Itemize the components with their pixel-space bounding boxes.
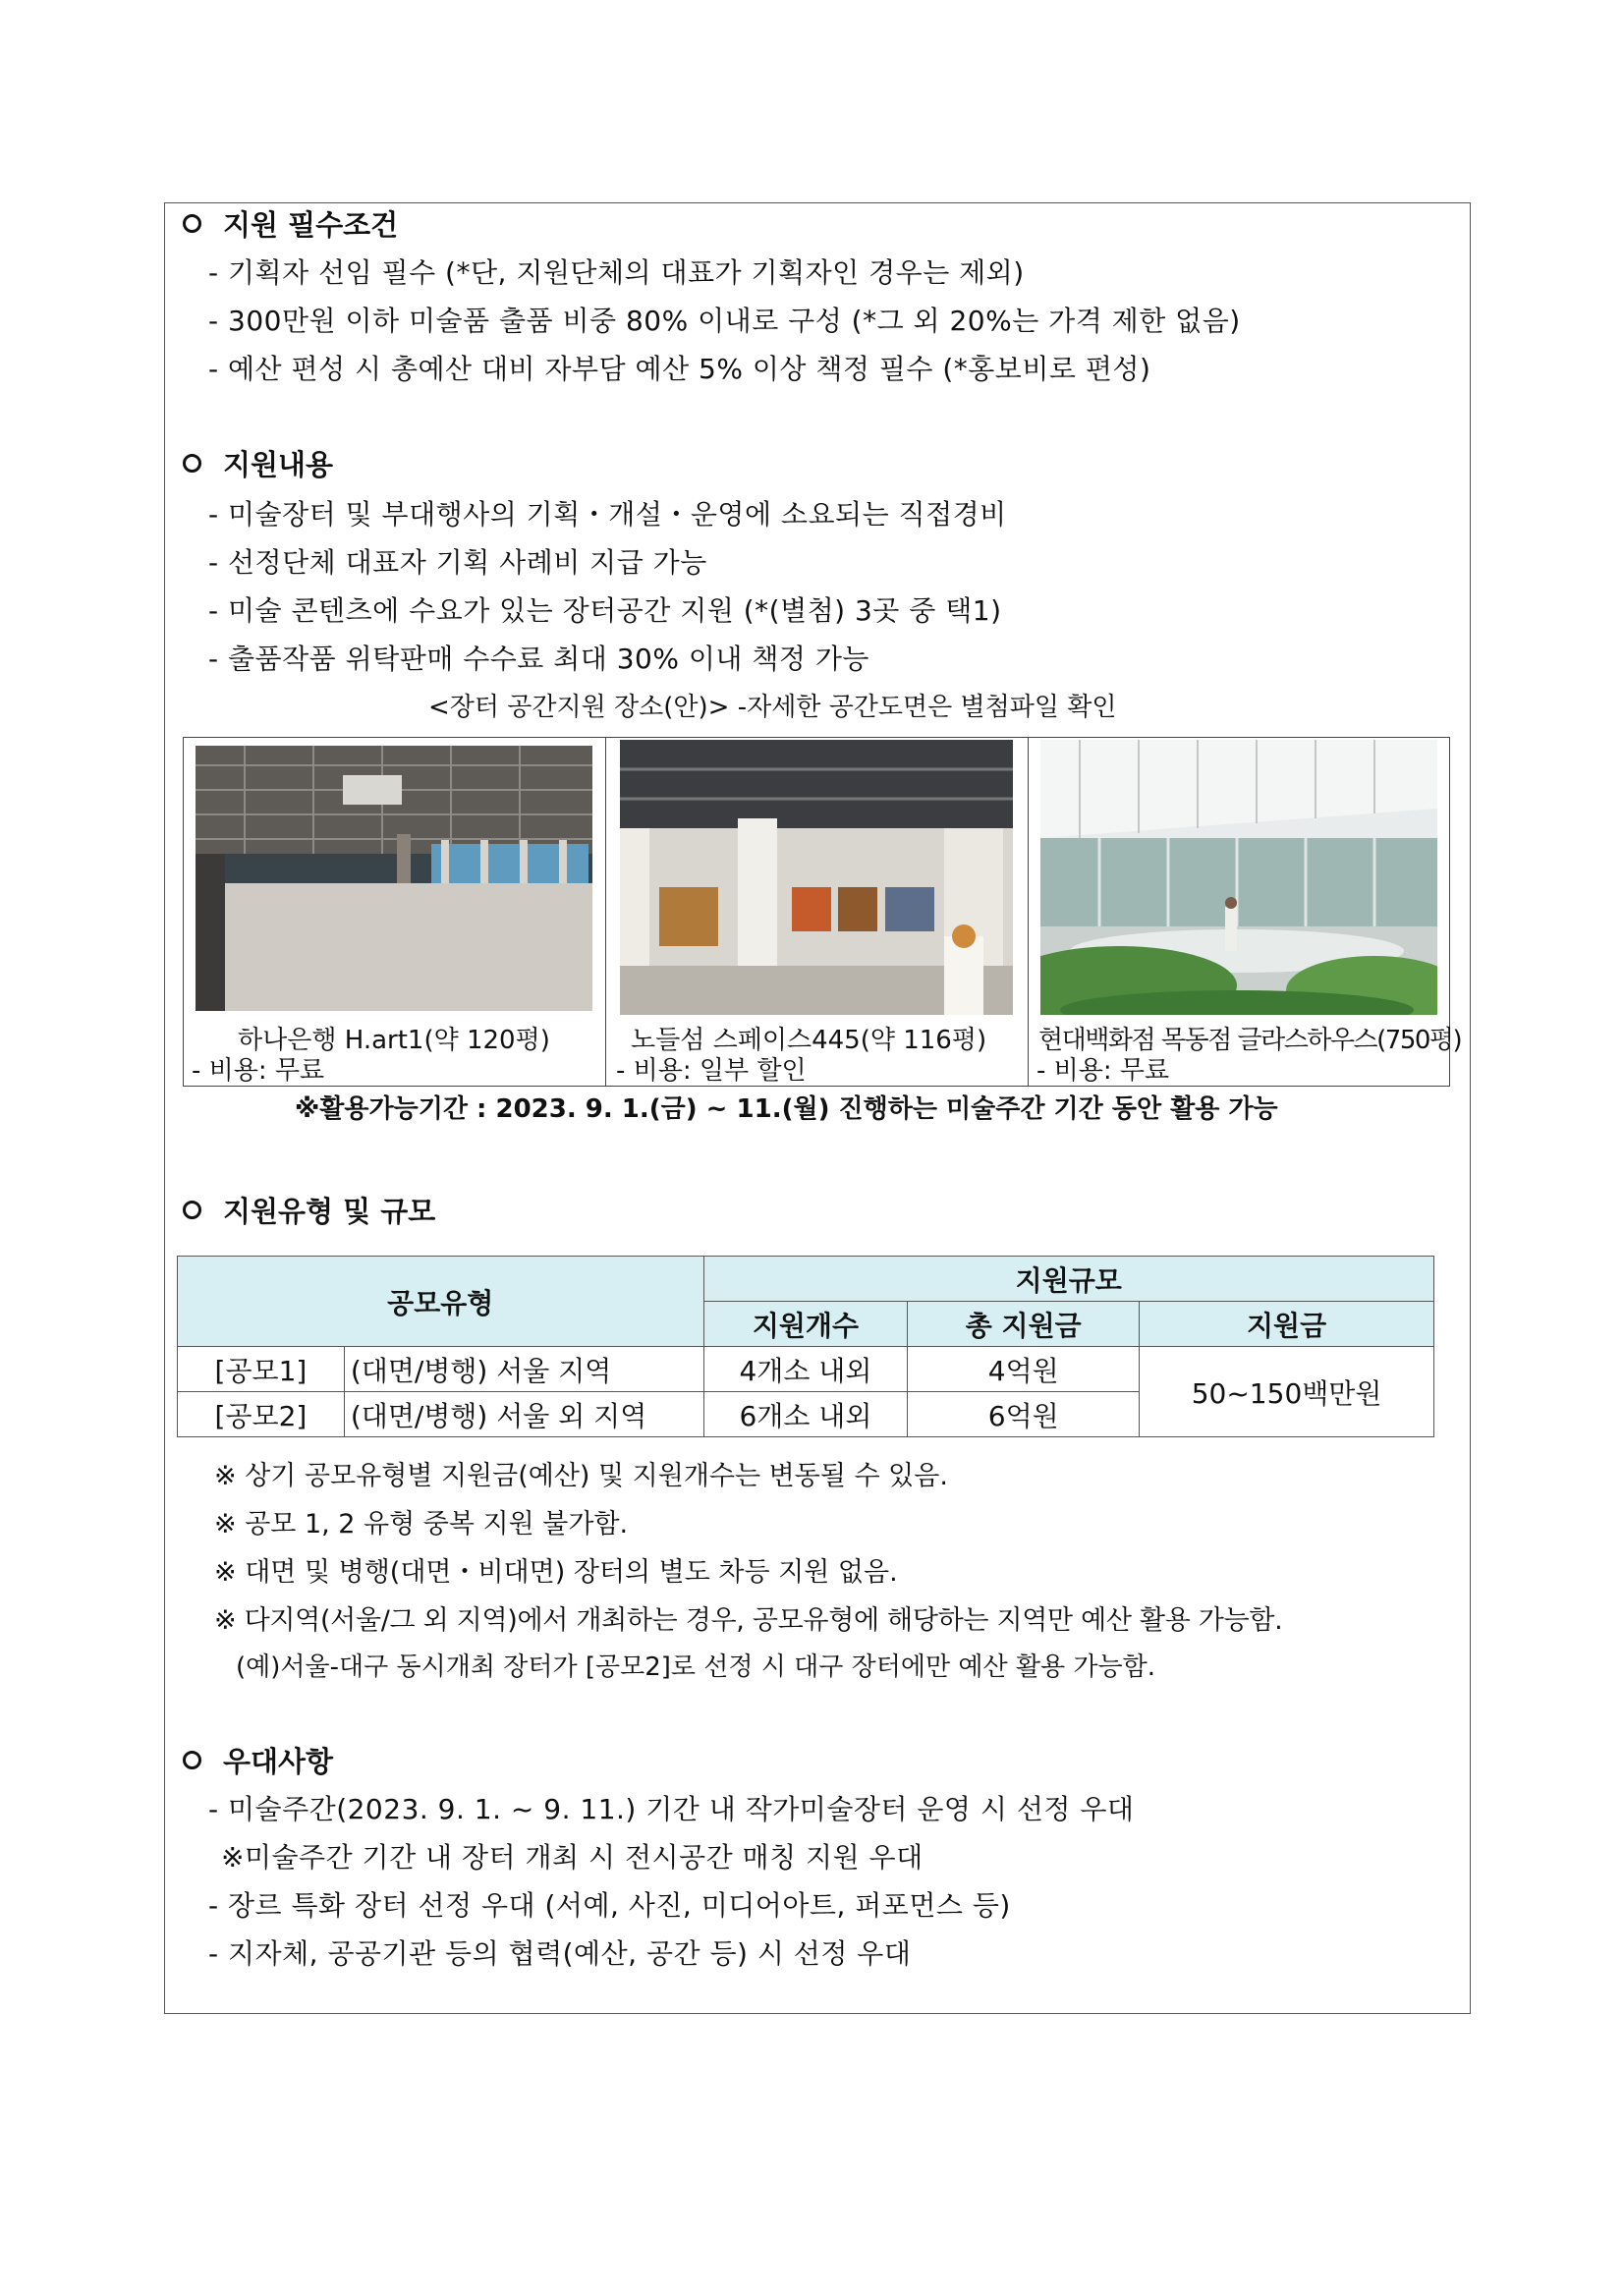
row-total: 4억원 bbox=[908, 1347, 1140, 1392]
row-code: [공모2] bbox=[178, 1392, 345, 1437]
content-item: - 미술 콘텐츠에 수요가 있는 장터공간 지원 (*(별첨) 3곳 중 택1) bbox=[208, 594, 1002, 627]
section-heading-requirements bbox=[183, 202, 398, 244]
section-title: 우대사항 bbox=[223, 1744, 334, 1778]
circle-bullet-icon bbox=[183, 214, 201, 233]
period-note: ※활용가능기간 : 2023. 9. 1.(금) ~ 11.(월) 진행하는 미술주간 기간 동안 활용 가능 bbox=[295, 1094, 1278, 1124]
section-heading-types bbox=[183, 1189, 435, 1230]
type-note: ※ 다지역(서울/그 외 지역)에서 개최하는 경우, 공모유형에 해당하는 지역만 예산 활용 가능함. bbox=[214, 1605, 1283, 1636]
support-type-table bbox=[177, 1256, 1434, 1437]
venue-caption: <장터 공간지원 장소(안)> -자세한 공간도면은 별첨파일 확인 bbox=[428, 693, 1117, 722]
requirement-item: - 예산 편성 시 총예산 대비 자부담 예산 5% 이상 책정 필수 (*홍보비로 편성) bbox=[208, 353, 1151, 385]
row-count: 6개소 내외 bbox=[703, 1392, 908, 1437]
row-count: 4개소 내외 bbox=[703, 1347, 908, 1392]
type-example: (예)서울-대구 동시개최 장터가 [공모2]로 선정 시 대구 장터에만 예산 활용 가능함. bbox=[236, 1652, 1156, 1682]
content-item: - 출품작품 위탁판매 수수료 최대 30% 이내 책정 가능 bbox=[208, 643, 869, 675]
section-heading-content bbox=[183, 442, 333, 483]
content-item: - 미술장터 및 부대행사의 기획・개설・운영에 소요되는 직접경비 bbox=[208, 498, 1007, 531]
venue-cost: - 비용: 무료 bbox=[192, 1056, 325, 1086]
venue-photo-nodeul bbox=[620, 740, 1013, 1015]
preference-item: - 장르 특화 장터 선정 우대 (서예, 사진, 미디어아트, 퍼포먼스 등) bbox=[208, 1889, 1011, 1922]
preference-item: ※미술주간 기간 내 장터 개최 시 전시공간 매칭 지원 우대 bbox=[221, 1841, 924, 1874]
row-total: 6억원 bbox=[908, 1392, 1140, 1437]
content-item: - 선정단체 대표자 기획 사례비 지급 가능 bbox=[208, 546, 707, 579]
header-type: 공모유형 bbox=[178, 1257, 704, 1347]
venue-cell bbox=[184, 738, 606, 1086]
circle-bullet-icon bbox=[183, 1751, 201, 1769]
circle-bullet-icon bbox=[183, 1201, 201, 1219]
preference-item: - 지자체, 공공기관 등의 협력(예산, 공간 등) 시 선정 우대 bbox=[208, 1937, 912, 1970]
circle-bullet-icon bbox=[183, 454, 201, 473]
row-desc: (대면/병행) 서울 지역 bbox=[344, 1347, 703, 1392]
header-amount: 지원금 bbox=[1140, 1302, 1434, 1347]
header-scale: 지원규모 bbox=[703, 1257, 1433, 1302]
row-code: [공모1] bbox=[178, 1347, 345, 1392]
venue-name: 현대백화점 목동점 글라스하우스(750평) bbox=[1038, 1026, 1462, 1055]
section-heading-preferences bbox=[183, 1739, 333, 1780]
requirement-item: - 300만원 이하 미술품 출품 비중 80% 이내로 구성 (*그 외 20%는 가격 제한 없음) bbox=[208, 305, 1241, 337]
header-count: 지원개수 bbox=[703, 1302, 908, 1347]
venue-cell bbox=[606, 738, 1029, 1086]
venue-name: 하나은행 H.art1(약 120평) bbox=[238, 1026, 550, 1055]
header-total: 총 지원금 bbox=[908, 1302, 1140, 1347]
row-desc: (대면/병행) 서울 외 지역 bbox=[344, 1392, 703, 1437]
preference-item: - 미술주간(2023. 9. 1. ~ 9. 11.) 기간 내 작가미술장터 운영 시 선정 우대 bbox=[208, 1793, 1135, 1825]
venue-cost: - 비용: 일부 할인 bbox=[616, 1056, 807, 1086]
venue-photo-hana bbox=[196, 746, 592, 1011]
type-note: ※ 대면 및 병행(대면・비대면) 장터의 별도 차등 지원 없음. bbox=[214, 1557, 898, 1588]
row-amount: 50~150백만원 bbox=[1140, 1347, 1434, 1437]
venue-cell bbox=[1029, 738, 1462, 1086]
section-title: 지원내용 bbox=[223, 447, 334, 481]
type-note: ※ 상기 공모유형별 지원금(예산) 및 지원개수는 변동될 수 있음. bbox=[214, 1461, 948, 1491]
table-row bbox=[178, 1347, 1434, 1392]
venue-cost: - 비용: 무료 bbox=[1036, 1056, 1170, 1086]
venue-photo-glasshouse bbox=[1040, 740, 1437, 1015]
type-note: ※ 공모 1, 2 유형 중복 지원 불가함. bbox=[214, 1509, 629, 1540]
requirement-item: - 기획자 선임 필수 (*단, 지원단체의 대표가 기획자인 경우는 제외) bbox=[208, 256, 1025, 289]
venue-name: 노들섬 스페이스445(약 116평) bbox=[631, 1026, 987, 1055]
section-title: 지원유형 및 규모 bbox=[223, 1194, 436, 1228]
venue-table bbox=[183, 737, 1462, 1087]
section-title: 지원 필수조건 bbox=[223, 207, 399, 242]
